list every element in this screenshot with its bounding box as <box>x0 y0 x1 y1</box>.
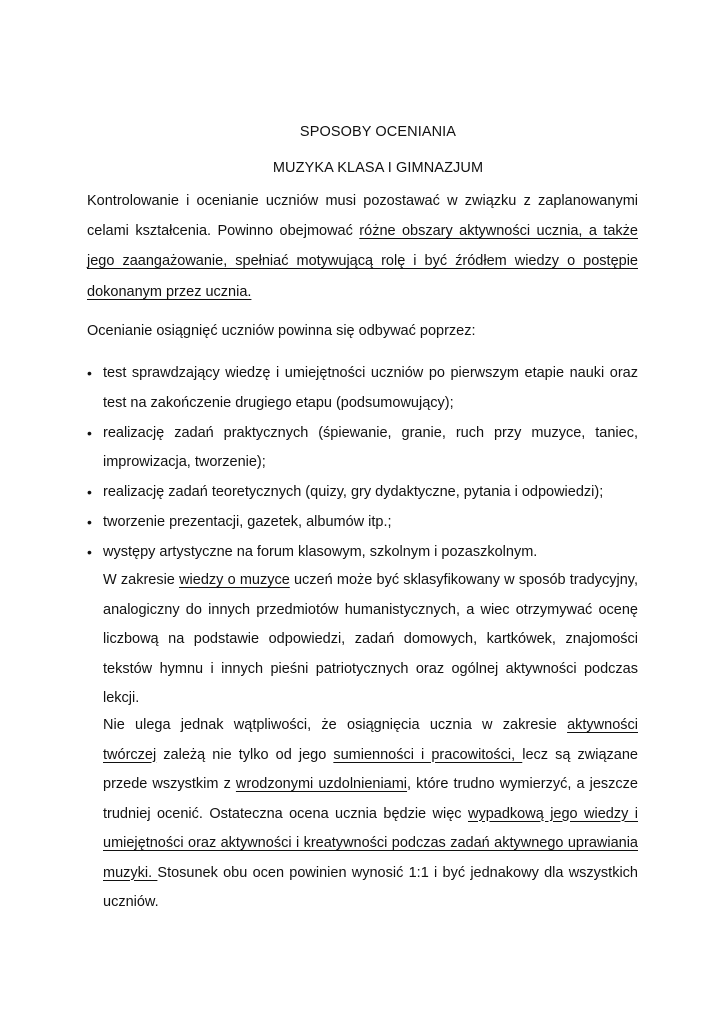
paragraph-creativity <box>103 711 638 918</box>
bullet-icon: • <box>87 365 92 381</box>
paragraph-creativity-text-5: Stosunek obu ocen powinien wynosić 1:1 i być jednakowy dla wszystkich uczniów. <box>103 864 638 910</box>
assessment-methods-list <box>87 359 638 568</box>
paragraph-intro <box>87 186 638 307</box>
bullet-icon: • <box>87 424 92 441</box>
paragraph-intro-text: Kontrolowanie i ocenianie uczniów musi pozostawać w związku z zaplanowanymi celami kształcenia. Powinno obejmować <box>87 193 638 240</box>
list-item <box>87 478 638 508</box>
paragraph-creativity-text-3: lecz są związane przede wszystkim z <box>103 746 638 792</box>
underlined-diligence: sumienności i pracowitości, <box>333 746 523 763</box>
list-item <box>87 359 638 419</box>
page-subtitle: MUZYKA KLASA I GIMNAZJUM <box>272 160 484 176</box>
paragraph-creativity-text-4: , które trudno wymierzyć, a jeszcze trudniej ocenić. Ostateczna ocena ucznia będzie więc <box>103 776 638 822</box>
paragraph-knowledge-text-2: uczeń może być sklasyfikowany w sposób tradycyjny, analogiczny do innych przedmiotów humanistycznych, a wiec otrzymywać ocenę liczbową na podstawie odpowiedzi, zadań domowych, kartkówek, znajomości tekstów hymnu i innych pieśni patriotycznych oraz ogólnej aktywności podczas lekcji. <box>103 572 638 706</box>
bullet-icon: • <box>87 513 92 530</box>
list-item <box>87 538 638 568</box>
underlined-creative-activity: aktywności twórczej <box>103 717 638 763</box>
paragraph-knowledge <box>103 566 638 714</box>
list-item <box>87 508 638 538</box>
paragraph-assessment-lead: Ocenianie osiągnięć uczniów powinna się odbywać poprzez: <box>87 323 476 339</box>
list-item-text: test sprawdzający wiedzę i umiejętności uczniów po pierwszym etapie nauki oraz test na zakończenie drugiego etapu (podsumowujący); <box>103 365 638 411</box>
list-item-text: realizację zadań praktycznych (śpiewanie, granie, ruch przy muzyce, taniec, improwizacja, tworzenie); <box>103 424 638 471</box>
underlined-final-grade: wypadkową jego wiedzy i umiejętności oraz aktywności i kreatywności podczas zadań aktywnego uprawiania muzyki. <box>103 805 639 881</box>
list-item-text: realizację zadań teoretycznych (quizy, gry dydaktyczne, pytania i odpowiedzi); <box>103 484 604 501</box>
bullet-icon: • <box>87 543 92 560</box>
paragraph-creativity-text-2: zależą nie tylko od jego <box>156 746 334 763</box>
page-title: SPOSOBY OCENIANIA <box>299 124 457 140</box>
paragraph-creativity-text: Nie ulega jednak wątpliwości, że osiągnięcia ucznia w zakresie <box>103 717 568 733</box>
paragraph-knowledge-underlined: wiedzy o muzyce <box>179 572 290 588</box>
paragraph-knowledge-text: W zakresie <box>103 572 180 588</box>
paragraph-intro-underlined: różne obszary aktywności ucznia, a także jego zaangażowanie, spełniać motywującą rolę i być źródłem wiedzy o postępie dokonanym przez ucznia. <box>87 223 638 300</box>
bullet-icon: • <box>87 484 92 501</box>
list-item-text: tworzenie prezentacji, gazetek, albumów itp.; <box>103 513 392 530</box>
list-item-text: występy artystyczne na forum klasowym, szkolnym i pozaszkolnym. <box>103 543 538 560</box>
list-item <box>87 419 638 479</box>
underlined-innate-talents: wrodzonymi uzdolnieniami <box>235 776 408 792</box>
